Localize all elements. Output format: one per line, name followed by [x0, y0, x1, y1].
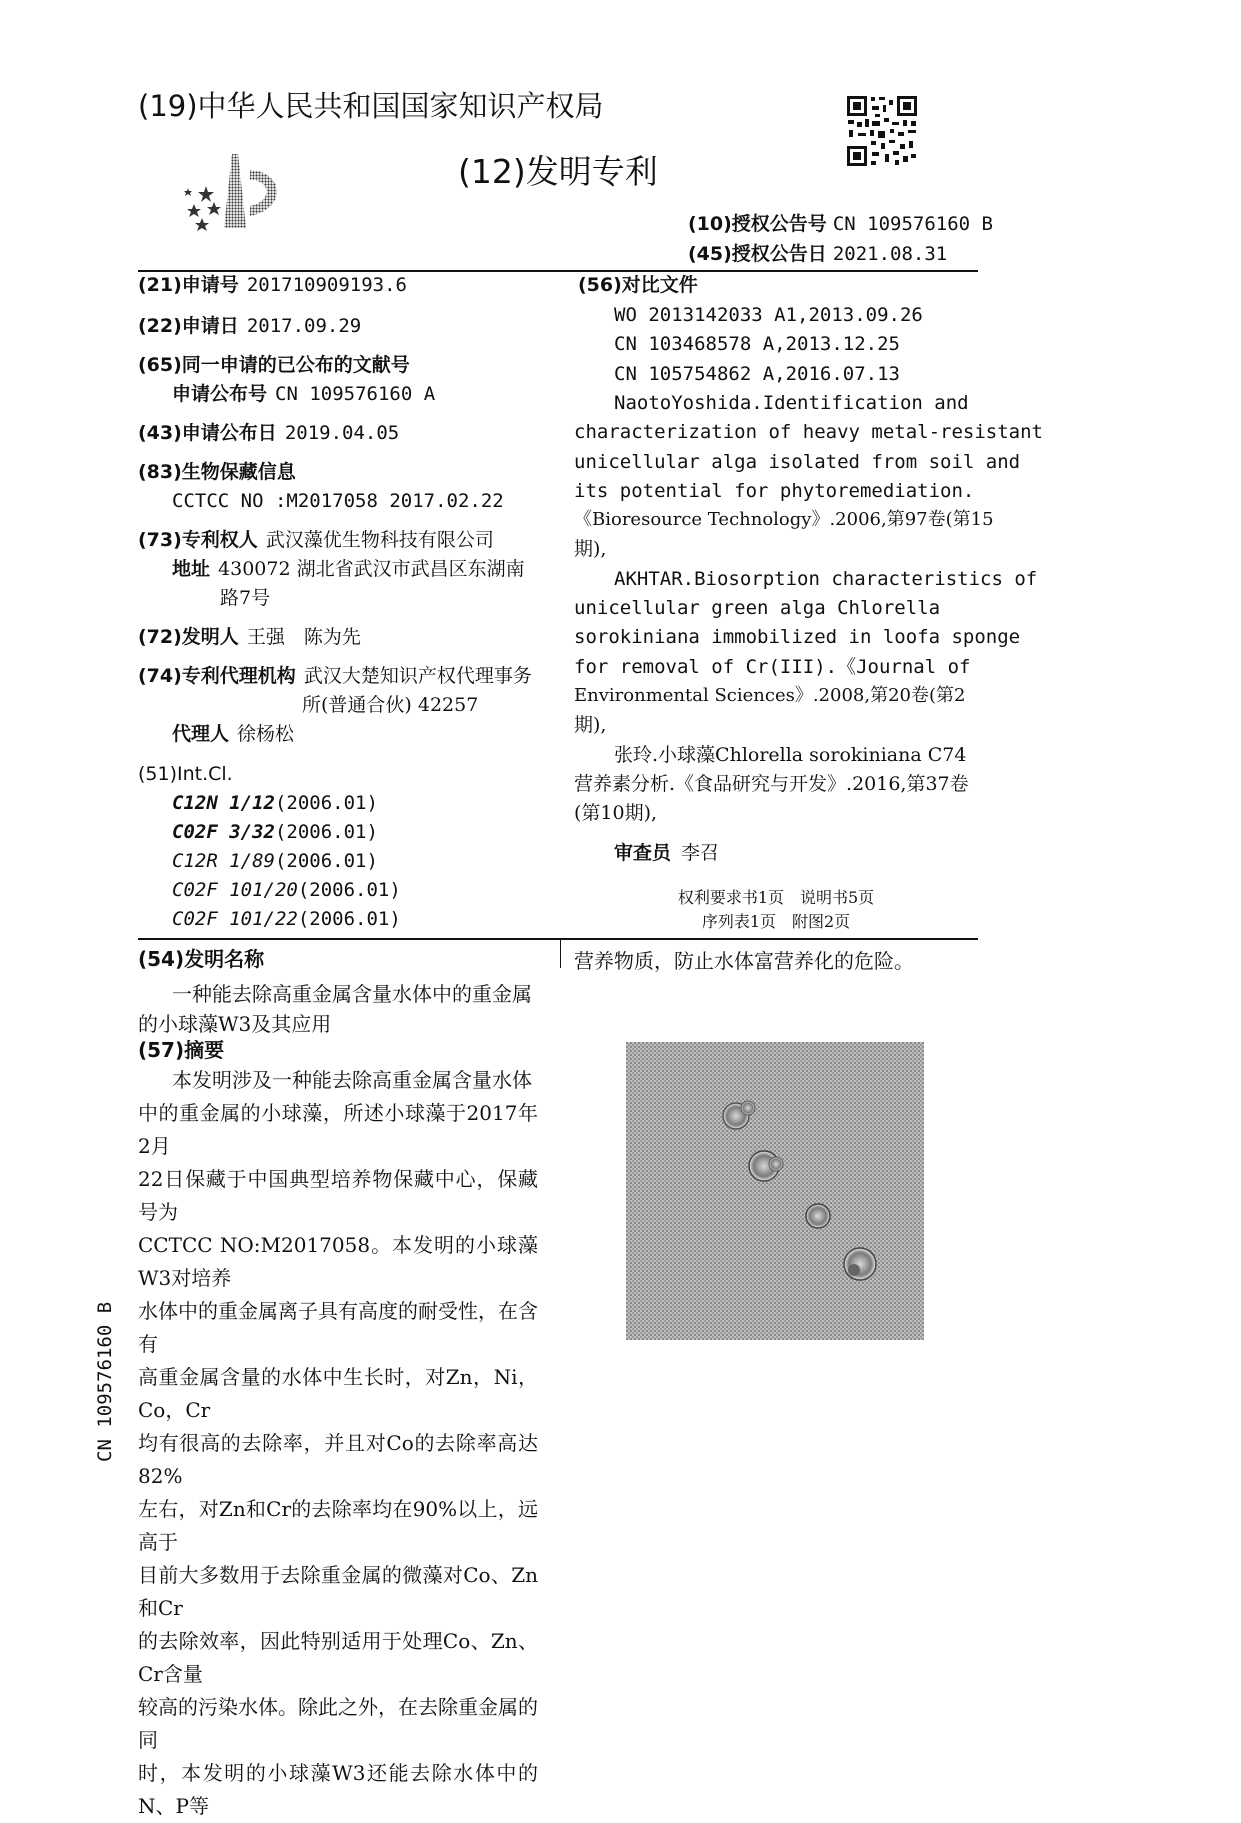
reference-line: 期), [574, 538, 607, 560]
ipc-entry: C12R 1/89(2006.01) [172, 850, 378, 872]
reference-line: CN 105754862 A,2016.07.13 [614, 363, 900, 385]
abstract-line: 本发明涉及一种能去除高重金属含量水体 [172, 1068, 532, 1092]
reference-line: NaotoYoshida.Identification and [614, 392, 969, 414]
qr-code-icon [845, 94, 919, 168]
prior-publication-number: 申请公布号 CN 109576160 A [172, 383, 436, 405]
invention-title-line-2: 的小球藻W3及其应用 [138, 1012, 332, 1036]
microscope-image [626, 1042, 924, 1340]
inventors: (72)发明人 王强 陈为先 [138, 626, 361, 648]
abstract-line: 较高的污染水体。除此之外，在去除重金属的同 [138, 1695, 538, 1752]
page-counts-line-1: 权利要求书1页 说明书5页 [677, 888, 875, 907]
reference-line: its potential for phytoremediation. [574, 480, 975, 502]
section-divider [138, 938, 978, 940]
patent-agency-line-2: 所(普通合伙) 42257 [302, 694, 479, 716]
address: 地址 430072 湖北省武汉市武昌区东湖南 [172, 558, 525, 580]
patent-agent: 代理人 徐杨松 [172, 723, 295, 745]
patent-agency: (74)专利代理机构 武汉大楚知识产权代理事务 [138, 665, 532, 687]
cnipa-logo-icon [180, 150, 290, 232]
reference-line: 期), [574, 714, 607, 736]
column-divider [560, 938, 561, 968]
reference-line: unicellular alga isolated from soil and [574, 451, 1021, 473]
publication-date: (45)授权公告日 2021.08.31 [688, 243, 948, 265]
abstract-line: 的去除效率，因此特别适用于处理Co、Zn、Cr含量 [138, 1629, 538, 1686]
abstract-label: (57)摘要 [138, 1038, 225, 1062]
patentee: (73)专利权人 武汉藻优生物科技有限公司 [138, 529, 494, 551]
reference-line: Environmental Sciences》.2008,第20卷(第2 [574, 685, 966, 706]
reference-line: 张玲.小球藻Chlorella sorokiniana C74 [614, 744, 967, 766]
abstract-line: 均有很高的去除率，并且对Co的去除率高达82% [138, 1431, 538, 1488]
abstract-line: 22日保藏于中国典型培养物保藏中心，保藏号为 [138, 1167, 538, 1224]
title-label: (54)发明名称 [138, 947, 265, 971]
prior-publication-label: (65)同一申请的已公布的文献号 [138, 354, 410, 376]
office-name: (19)中华人民共和国国家知识产权局 [138, 89, 604, 123]
reference-line: 《Bioresource Technology》.2006,第97卷(第15 [574, 509, 994, 530]
reference-line: CN 103468578 A,2013.12.25 [614, 333, 900, 355]
page-counts [574, 886, 978, 934]
abstract-line: 中的重金属的小球藻，所述小球藻于2017年2月 [138, 1101, 538, 1158]
examiner: 审查员 李召 [614, 842, 720, 864]
abstract-line: 左右，对Zn和Cr的去除率均在90%以上，远高于 [138, 1497, 538, 1554]
application-date: (22)申请日 2017.09.29 [138, 315, 362, 337]
reference-line: for removal of Cr(III).《Journal of [574, 656, 971, 678]
ipc-entry: C02F 101/22(2006.01) [172, 908, 401, 930]
reference-line: characterization of heavy metal-resistant [574, 421, 1043, 443]
cell-icon [806, 1204, 830, 1228]
abstract-line: 高重金属含量的水体中生长时，对Zn，Ni，Co，Cr [138, 1365, 538, 1422]
invention-title: 一种能去除高重金属含量水体中的重金属 [172, 982, 532, 1006]
references-label: (56)对比文件 [578, 274, 698, 296]
header-divider [138, 270, 978, 272]
ipc-entry: C02F 101/20(2006.01) [172, 879, 401, 901]
page-counts-line-2: 序列表1页 附图2页 [701, 912, 851, 931]
address-line-2: 路7号 [220, 587, 271, 609]
reference-line: WO 2013142033 A1,2013.09.26 [614, 304, 923, 326]
bio-deposit-value: CCTCC NO :M2017058 2017.02.22 [172, 490, 504, 512]
abstract-body [138, 1064, 538, 1823]
publication-number: (10)授权公告号 CN 109576160 B [688, 213, 993, 235]
reference-line: sorokiniana immobilized in loofa sponge [574, 626, 1021, 648]
abstract-line: 时，本发明的小球藻W3还能去除水体中的N、P等 [138, 1761, 538, 1818]
document-type: (12)发明专利 [458, 152, 658, 191]
abstract-line: 水体中的重金属离子具有高度的耐受性，在含有 [138, 1299, 538, 1356]
cell-icon [844, 1248, 876, 1280]
ipc-entry: C12N 1/12(2006.01) [172, 792, 378, 814]
application-number: (21)申请号 201710909193.6 [138, 274, 407, 296]
side-document-code: CN 109576160 B [94, 1301, 116, 1462]
reference-line: AKHTAR.Biosorption characteristics of [614, 568, 1038, 590]
abstract-continued: 营养物质，防止水体富营养化的危险。 [574, 949, 914, 973]
abstract-line: 目前大多数用于去除重金属的微藻对Co、Zn和Cr [138, 1563, 538, 1620]
reference-line: unicellular green alga Chlorella [574, 597, 941, 619]
reference-line: 营养素分析.《食品研究与开发》.2016,第37卷 [574, 773, 969, 795]
ipc-label: (51)Int.Cl. [138, 763, 233, 785]
application-publication-date: (43)申请公布日 2019.04.05 [138, 422, 400, 444]
bio-deposit-label: (83)生物保藏信息 [138, 461, 296, 483]
ipc-entry: C02F 3/32(2006.01) [172, 821, 378, 843]
abstract-line: CCTCC NO:M2017058。本发明的小球藻W3对培养 [138, 1233, 538, 1290]
reference-line: (第10期), [574, 802, 658, 824]
